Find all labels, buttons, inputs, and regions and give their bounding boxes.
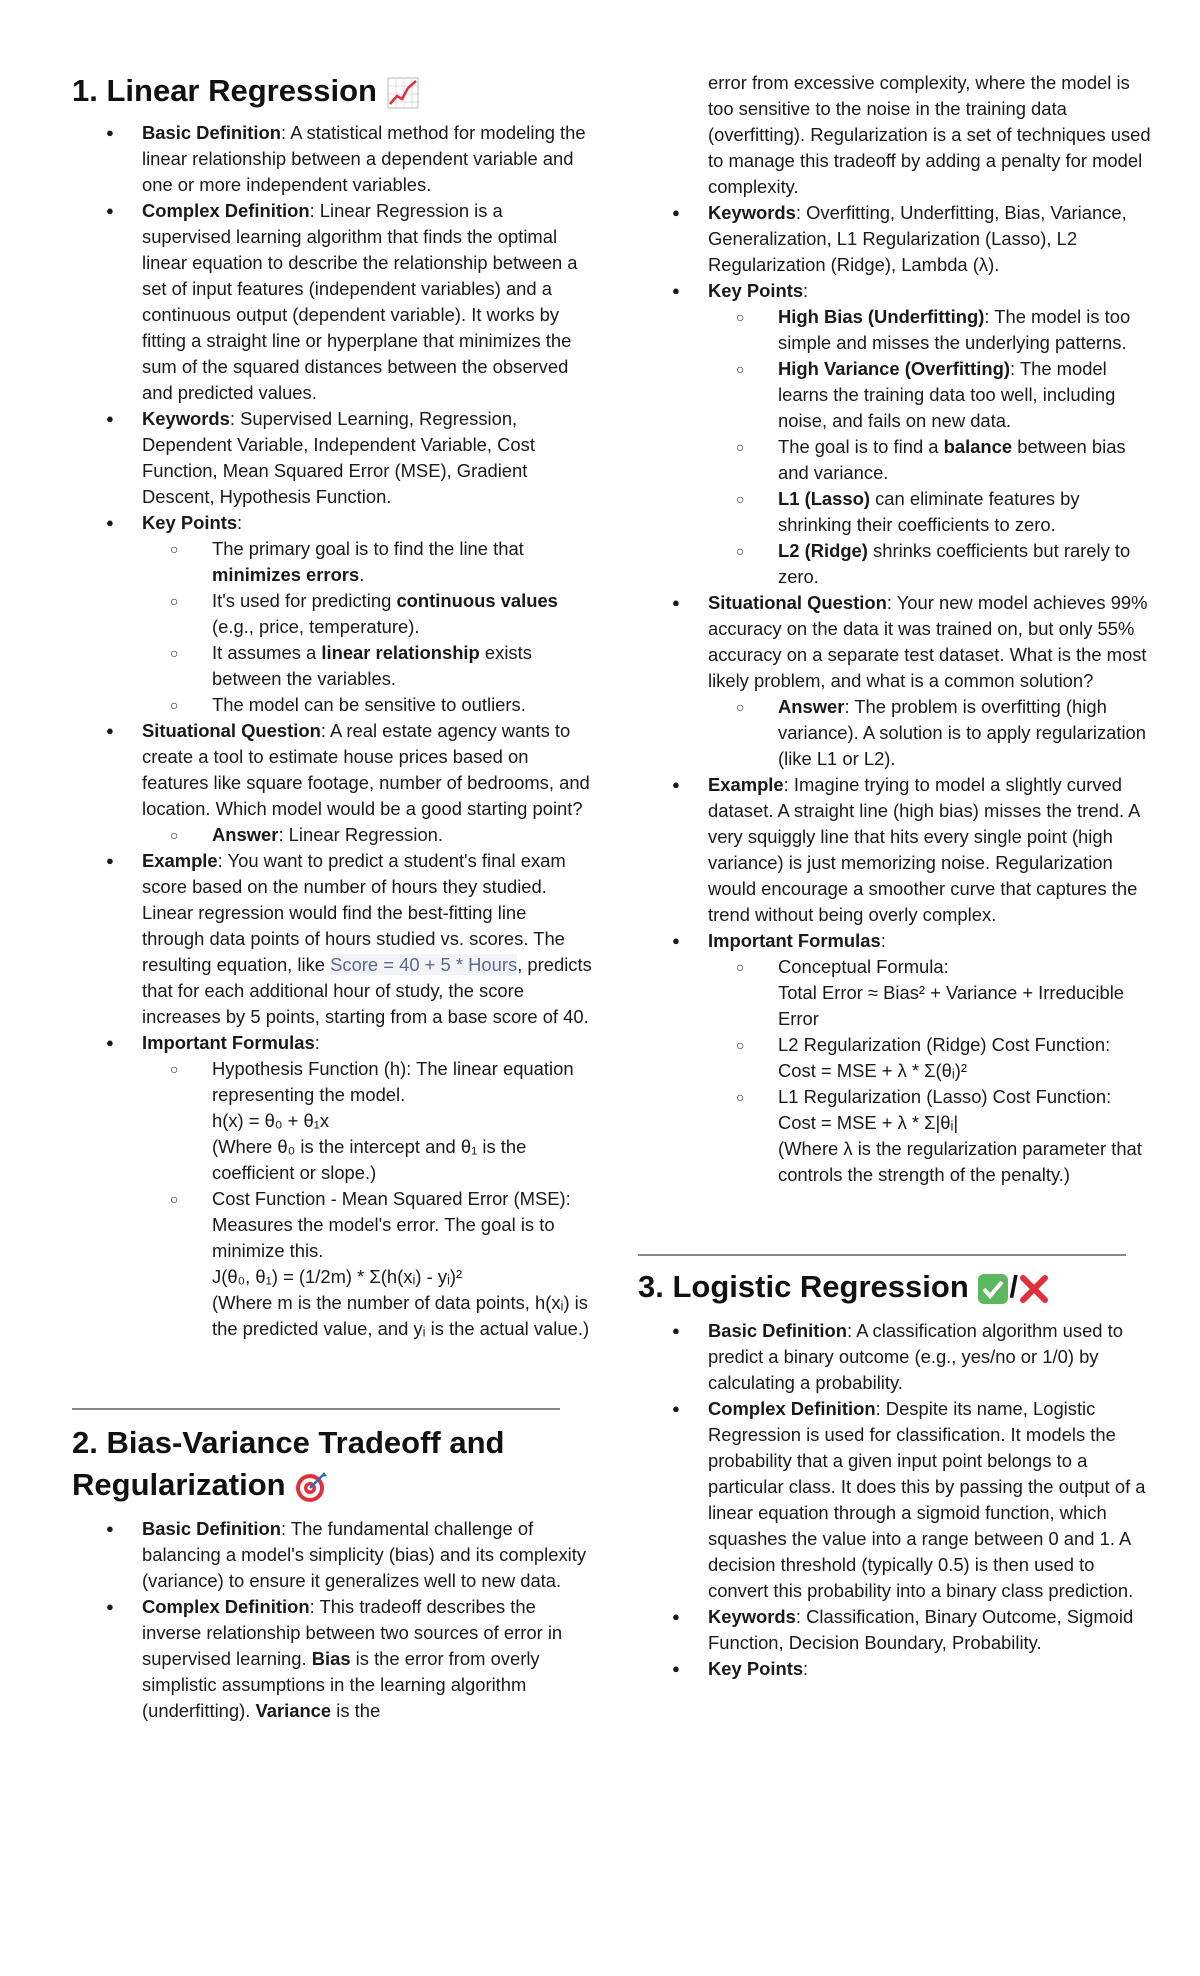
inline-code: Score = 40 + 5 * Hours: [330, 954, 518, 975]
section-2-list-continued: [638, 200, 1158, 1188]
list-item: ● Complex Definition: Linear Regression is a supervised learning algorithm that finds the optimal linear equation to describe the relationship between a set of input features (independent variables) and a continuous output (dependent variable). It works by fitting a straight line or hyperplane that minimizes the sum of the squared distances between the observed and predicted values.: [72, 198, 592, 406]
formulas-list: [708, 954, 1158, 1188]
list-item: ○ Cost Function - Mean Squared Error (MSE): Measures the model's error. The goal is to minimize this. J(θ₀, θ₁) = (1/2m) * Σ(h(xᵢ) - yᵢ)² (Where m is the number of data points, h(xᵢ) is the predicted value, and yᵢ is the actual value.): [142, 1186, 592, 1342]
list-item: ● Keywords: Classification, Binary Outcome, Sigmoid Function, Decision Boundary, Probability.: [638, 1604, 1158, 1656]
formula: Cost = MSE + λ * Σ(θᵢ)²: [778, 1060, 968, 1081]
list-item: ○ High Bias (Underfitting): The model is too simple and misses the underlying patterns.: [708, 304, 1158, 356]
list-item: ○ L1 Regularization (Lasso) Cost Function: Cost = MSE + λ * Σ|θᵢ| (Where λ is the regularization parameter that controls the strength of the penalty.): [708, 1084, 1158, 1188]
list-item: ○ Answer: Linear Regression.: [142, 822, 592, 848]
list-item: ● Key Points: ○ The primary goal is to find the line that minimizes errors. ○ It's used for predicting continuous values (e.g., price, temperature). ○ It assumes a linear relationship exists between the variables. ○ The model can be sensitive to outliers.: [72, 510, 592, 718]
section-3-title: 3. Logistic Regression /: [638, 1266, 1158, 1308]
list-item: ● Complex Definition: This tradeoff describes the inverse relationship between two sources of error in supervised learning. Bias is the error from overly simplistic assumptions in the learning algorithm (underfitting). Variance is the: [72, 1594, 592, 1724]
list-item: ● Key Points:: [638, 1656, 1158, 1682]
list-item: ● Complex Definition: Despite its name, Logistic Regression is used for classification. It models the probability that a given input point belongs to a particular class. It does this by passing the output of a linear equation through a sigmoid function, which squashes the value into a range between 0 and 1. A decision threshold (typically 0.5) is then used to convert this probability into a binary class prediction.: [638, 1396, 1158, 1604]
right-column: [638, 0, 1158, 1682]
formula: J(θ₀, θ₁) = (1/2m) * Σ(h(xᵢ) - yᵢ)²: [212, 1266, 463, 1287]
section-1-title: 1. Linear Regression: [72, 70, 592, 112]
target-icon: [294, 1470, 328, 1504]
answer-list: [142, 822, 592, 848]
list-item: ○ Answer: The problem is overfitting (high variance). A solution is to apply regularization (like L1 or L2).: [708, 694, 1158, 772]
list-item: ● Important Formulas: ○ Hypothesis Function (h): The linear equation representing the model. h(x) = θ₀ + θ₁x (Where θ₀ is the intercept and θ₁ is the coefficient or slope.) ○ Cost Function - Mean Squared Error (MSE): Measures the model's error. The goal is to minimize this. J(θ₀, θ₁) = (1/2m) * Σ(h(xᵢ) - yᵢ)² (Where m is the number of data points, h(xᵢ) is the predicted value, and yᵢ is the actual value.): [72, 1030, 592, 1342]
section-divider: [638, 1254, 1126, 1256]
formula: Cost = MSE + λ * Σ|θᵢ|: [778, 1112, 959, 1133]
section-2-title: 2. Bias-Variance Tradeoff and Regularization: [72, 1425, 505, 1502]
formulas-list: [142, 1056, 592, 1342]
chart-increasing-icon: [386, 76, 420, 110]
section-1-list: [72, 120, 592, 1342]
list-item: ● Situational Question: Your new model achieves 99% accuracy on the data it was trained on, but only 55% accuracy on a separate test dataset. What is the most likely problem, and what is a common solution? ○ Answer: The problem is overfitting (high variance). A solution is to apply regularization (like L1 or L2).: [638, 590, 1158, 772]
list-item: ● Key Points: ○ High Bias (Underfitting): The model is too simple and misses the underlying patterns. ○ High Variance (Overfitting): The model learns the training data too well, including noise, and fails on new data. ○ The goal is to find a balance between bias and variance. ○ L1 (Lasso) can eliminate features by shrinking their coefficients to zero. ○ L2 (Ridge) shrinks coefficients but rarely to zero.: [638, 278, 1158, 590]
left-column: [72, 0, 592, 1724]
list-item: ● Example: Imagine trying to model a slightly curved dataset. A straight line (high bias) misses the trend. A very squiggly line that hits every single point (high variance) is just memorizing noise. Regularization would encourage a smoother curve that captures the trend without being overly complex.: [638, 772, 1158, 928]
list-item: ● Basic Definition: A classification algorithm used to predict a binary outcome (e.g., yes/no or 1/0) by calculating a probability.: [638, 1318, 1158, 1396]
list-item: ● Keywords: Supervised Learning, Regression, Dependent Variable, Independent Variable, Cost Function, Mean Squared Error (MSE), Gradient Descent, Hypothesis Function.: [72, 406, 592, 510]
list-item: ○ It's used for predicting continuous values (e.g., price, temperature).: [142, 588, 592, 640]
key-points-list: [708, 304, 1158, 590]
list-item: ○ L2 Regularization (Ridge) Cost Function: Cost = MSE + λ * Σ(θᵢ)²: [708, 1032, 1158, 1084]
list-item: ● Basic Definition: The fundamental challenge of balancing a model's simplicity (bias) and its complexity (variance) to ensure it generalizes well to new data.: [72, 1516, 592, 1594]
list-item: ○ The primary goal is to find the line that minimizes errors.: [142, 536, 592, 588]
check-mark-button-icon: [977, 1273, 1009, 1305]
list-item: ○ High Variance (Overfitting): The model learns the training data too well, including noise, and fails on new data.: [708, 356, 1158, 434]
list-item: ● Example: You want to predict a student's final exam score based on the number of hours they studied. Linear regression would find the best-fitting line through data points of hours studied vs. scores. The resulting equation, like Score = 40 + 5 * Hours, predicts that for each additional hour of study, the score increases by 5 points, starting from a base score of 40.: [72, 848, 592, 1030]
list-item: ○ L1 (Lasso) can eliminate features by shrinking their coefficients to zero.: [708, 486, 1158, 538]
list-item: ○ Conceptual Formula: Total Error ≈ Bias² + Variance + Irreducible Error: [708, 954, 1158, 1032]
section-divider: [72, 1408, 560, 1410]
list-item: ○ Hypothesis Function (h): The linear equation representing the model. h(x) = θ₀ + θ₁x (Where θ₀ is the intercept and θ₁ is the coefficient or slope.): [142, 1056, 592, 1186]
list-item: ○ L2 (Ridge) shrinks coefficients but rarely to zero.: [708, 538, 1158, 590]
formula: h(x) = θ₀ + θ₁x: [212, 1110, 330, 1131]
answer-list: [708, 694, 1158, 772]
list-item: ● Important Formulas: ○ Conceptual Formula: Total Error ≈ Bias² + Variance + Irreducible Error ○ L2 Regularization (Ridge) Cost Function: Cost = MSE + λ * Σ(θᵢ)² ○ L1 Regularization (Lasso) Cost Function: Cost = MSE + λ * Σ|θᵢ| (Where λ is the regularization parameter that controls the strength of the penalty.): [638, 928, 1158, 1188]
list-item: ○ The goal is to find a balance between bias and variance.: [708, 434, 1158, 486]
list-item: ○ It assumes a linear relationship exists between the variables.: [142, 640, 592, 692]
section-3-list: [638, 1318, 1158, 1682]
formula: Total Error ≈ Bias² + Variance + Irreducible Error: [778, 982, 1125, 1029]
section-2-list: [72, 1516, 592, 1724]
cross-mark-icon: [1018, 1273, 1050, 1305]
list-item: ● Basic Definition: A statistical method for modeling the linear relationship between a dependent variable and one or more independent variables.: [72, 120, 592, 198]
list-item: ○ The model can be sensitive to outliers.: [142, 692, 592, 718]
list-item: ● Situational Question: A real estate agency wants to create a tool to estimate house prices based on features like square footage, number of bedrooms, and location. Which model would be a good starting point? ○ Answer: Linear Regression.: [72, 718, 592, 848]
list-item: ● Keywords: Overfitting, Underfitting, Bias, Variance, Generalization, L1 Regularization (Lasso), L2 Regularization (Ridge), Lambda (λ).: [638, 200, 1158, 278]
continued-text: error from excessive complexity, where the model is too sensitive to the noise in the training data (overfitting). Regularization is a set of techniques used to manage this tradeoff by adding a penalty for model complexity.: [708, 72, 1151, 197]
key-points-list: [142, 536, 592, 718]
